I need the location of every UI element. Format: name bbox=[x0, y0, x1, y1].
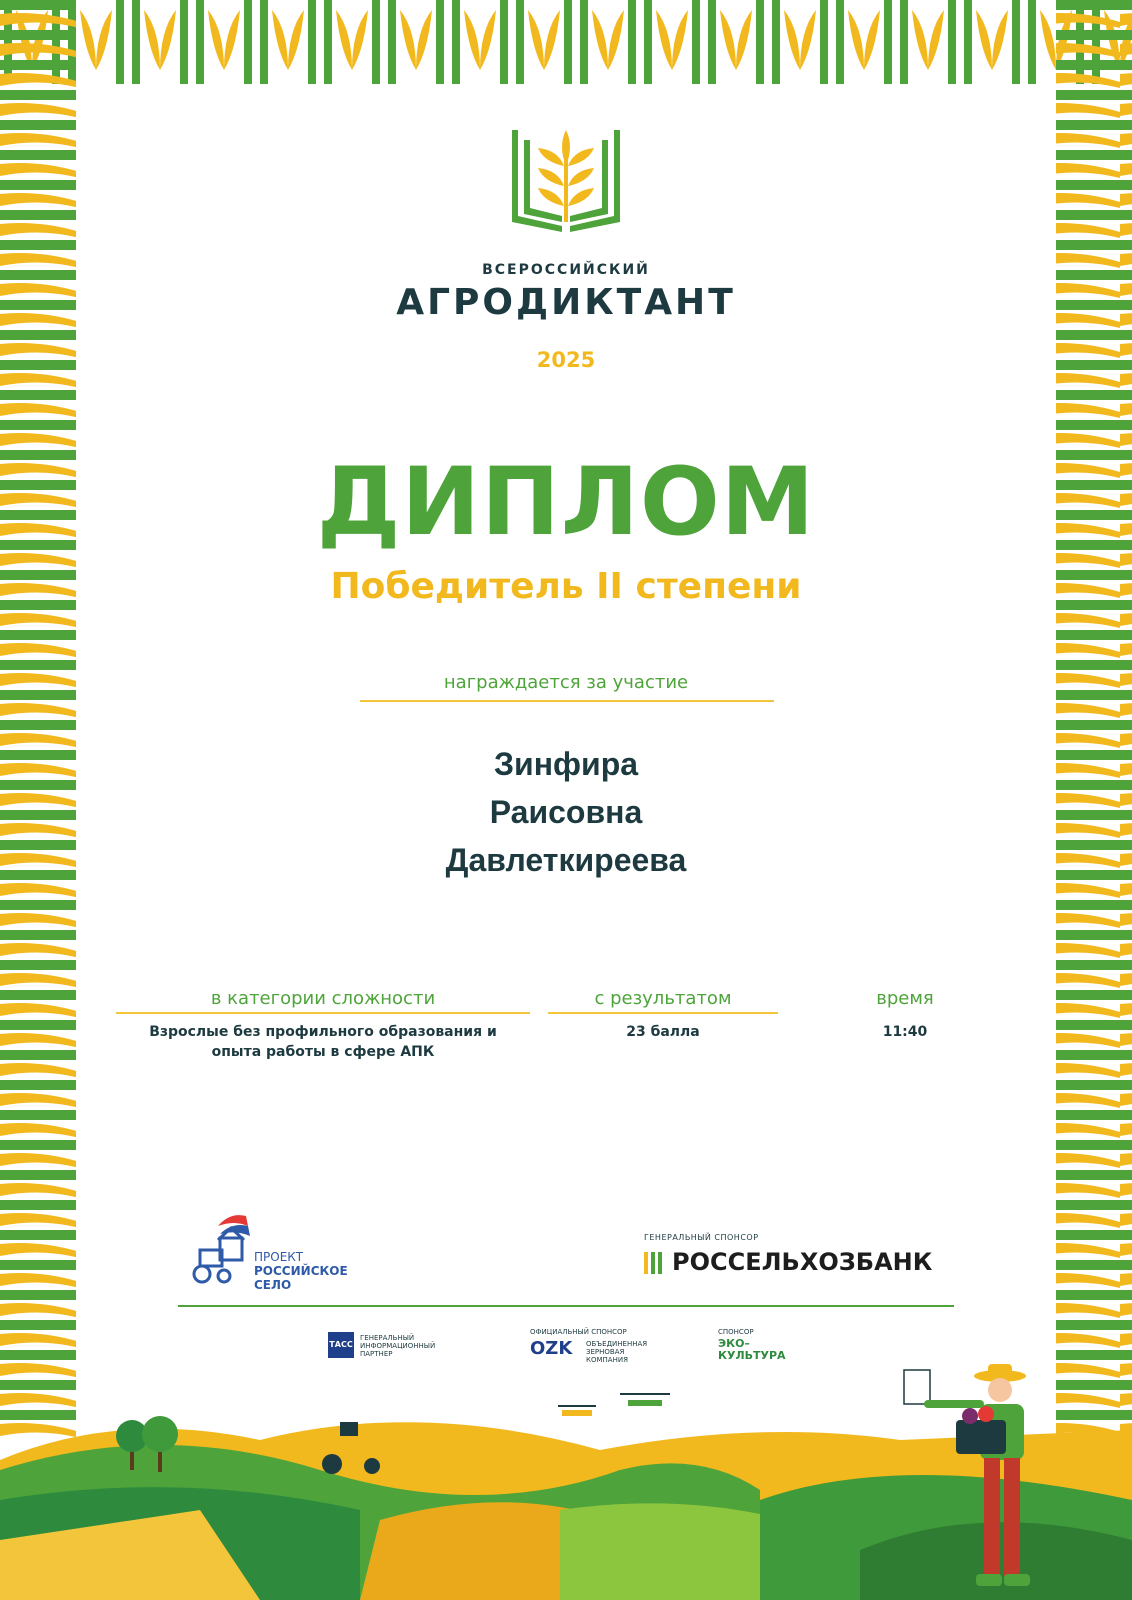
wheat-book-logo-icon bbox=[512, 126, 620, 232]
score-divider bbox=[548, 1012, 778, 1014]
tass-line1: ГЕНЕРАЛЬНЫЙ bbox=[360, 1334, 415, 1342]
awarded-divider bbox=[360, 700, 774, 702]
ozk-label: ОФИЦИАЛЬНЫЙ СПОНСОР bbox=[530, 1328, 627, 1336]
farmer-illustration-icon bbox=[900, 1360, 1040, 1600]
diploma-subtitle: Победитель II степени bbox=[330, 566, 802, 607]
recipient-first-name: Зинфира bbox=[493, 746, 639, 782]
tass-line3: ПАРТНЕР bbox=[360, 1350, 393, 1358]
project-logo-text bbox=[254, 1250, 354, 1292]
ozk-line3: КОМПАНИЯ bbox=[586, 1356, 628, 1364]
recipient-middle-name: Раисовна bbox=[489, 794, 643, 830]
score-value: 23 балла bbox=[626, 1024, 700, 1040]
tass-logo: ТАСС bbox=[328, 1332, 354, 1358]
eko-line2: КУЛЬТУРА bbox=[718, 1349, 786, 1362]
score-label: с результатом bbox=[594, 988, 732, 1009]
org-name-line2: АГРОДИКТАНТ bbox=[396, 282, 736, 323]
recipient-last-name: Давлеткиреева bbox=[445, 842, 687, 878]
diploma-title: ДИПЛОМ bbox=[316, 448, 816, 557]
ozk-line2: ЗЕРНОВАЯ bbox=[586, 1348, 625, 1356]
rshb-logo-bars-icon bbox=[644, 1252, 666, 1274]
general-sponsor-name: РОССЕЛЬХОЗБАНК bbox=[672, 1248, 933, 1276]
awarded-for-label: награждается за участие bbox=[443, 672, 689, 693]
tass-text bbox=[360, 1334, 435, 1358]
project-line2: РОССИЙСКОЕ bbox=[254, 1264, 348, 1278]
eko-line1: ЭКО– bbox=[718, 1337, 750, 1350]
category-label: в категории сложности bbox=[210, 988, 436, 1009]
year: 2025 bbox=[536, 348, 596, 372]
category-value-line1: Взрослые без профильного образования и bbox=[149, 1024, 497, 1040]
tass-line2: ИНФОРМАЦИОННЫЙ bbox=[360, 1342, 436, 1350]
sponsors-divider bbox=[178, 1305, 954, 1307]
general-sponsor-label: ГЕНЕРАЛЬНЫЙ СПОНСОР bbox=[644, 1233, 759, 1242]
tractor-house-icon bbox=[190, 1212, 250, 1284]
org-name-line1: ВСЕРОССИЙСКИЙ bbox=[482, 262, 650, 278]
project-line3: СЕЛО bbox=[254, 1278, 292, 1292]
ozk-line1: ОБЪЕДИНЕННАЯ bbox=[586, 1340, 648, 1348]
project-line1: ПРОЕКТ bbox=[254, 1250, 304, 1264]
ozk-logo: OZK bbox=[530, 1338, 573, 1359]
ozk-text bbox=[586, 1340, 647, 1364]
time-value: 11:40 bbox=[882, 1024, 928, 1040]
eko-label: СПОНСОР bbox=[718, 1328, 754, 1336]
eko-logo bbox=[718, 1338, 786, 1362]
category-value-line2: опыта работы в сфере АПК bbox=[211, 1044, 435, 1060]
category-divider bbox=[116, 1012, 530, 1014]
drone-icon bbox=[558, 1394, 670, 1416]
time-label: время bbox=[876, 988, 934, 1009]
